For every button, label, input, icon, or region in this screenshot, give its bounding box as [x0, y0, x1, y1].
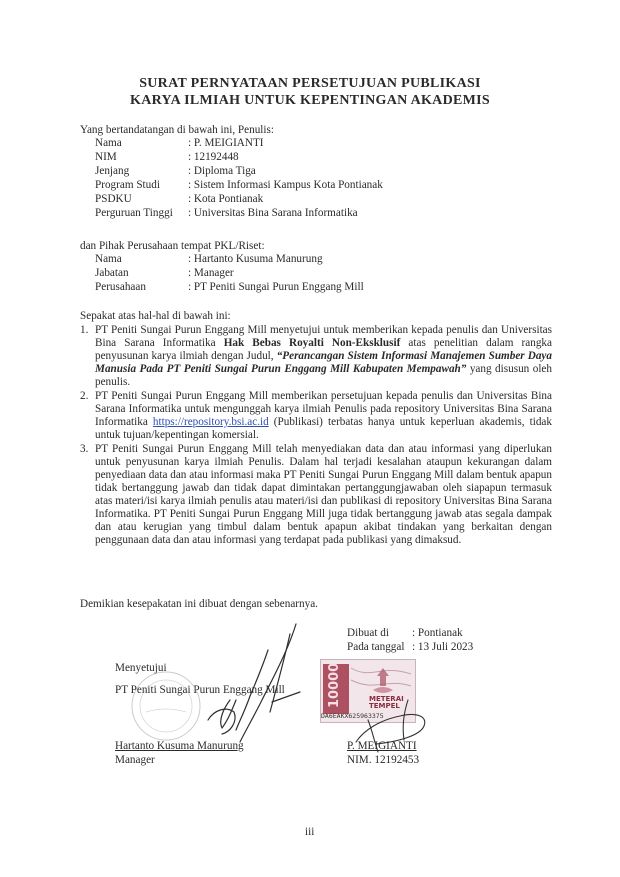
date-label: Pada tanggal [347, 641, 405, 653]
company-intro: dan Pihak Perusahaan tempat PKL/Riset: [80, 240, 265, 252]
writer-level-value: : Diploma Tiga [188, 165, 256, 177]
writer-university-label: Perguruan Tinggi [95, 207, 173, 219]
closing-statement: Demikian kesepakatan ini dibuat dengan sebenarnya. [80, 598, 318, 610]
manager-name: Hartanto Kusuma Manurung [115, 740, 244, 752]
royalty-term: Hak Bebas Royalti Non-Eksklusif [223, 337, 401, 349]
item-number: 1. [80, 324, 89, 336]
writer-signature-name: P. MEIGIANTI [347, 740, 417, 752]
approval-company: PT Peniti Sungai Purun Enggang Mill [115, 684, 285, 696]
company-position-value: : Manager [188, 267, 234, 279]
place-value: : Pontianak [412, 627, 463, 639]
repository-link[interactable]: https://repository.bsi.ac.id [152, 416, 269, 428]
writer-intro: Yang bertandatangan di bawah ini, Penulis: [80, 124, 274, 136]
approval-label: Menyetujui [115, 662, 167, 674]
date-value: : 13 Juli 2023 [412, 641, 474, 653]
writer-psdku-value: : Kota Pontianak [188, 193, 264, 205]
thesis-title: “Perancangan Sistem Informasi Manajemen Sumber Daya Manusia Pada PT Peniti Sungai Purun Enggang Mill Kabupaten Mempawah” [95, 350, 552, 375]
title-line-2: KARYA ILMIAH UNTUK KEPENTINGAN AKADEMIS [130, 93, 490, 108]
writer-psdku-label: PSDKU [95, 193, 132, 205]
company-name-label: Nama [95, 253, 122, 265]
item-2-text-a: PT Peniti Sungai Purun Enggang Mill memberikan persetujuan kepada penulis dan Universitas Bina Sarana Informatika untuk mengunggah karya ilmiah Penulis pada repository Universitas Bina Sarana Informatika [95, 390, 552, 428]
item-1-text-a: PT Peniti Sungai Purun Enggang Mill menyetujui untuk memberikan kepada penulis dan Universitas Bina Sarana Informatika [95, 324, 552, 349]
place-label: Dibuat di [347, 627, 389, 639]
writer-program-value: : Sistem Informasi Kampus Kota Pontianak [188, 179, 383, 191]
company-company-value: : PT Peniti Sungai Purun Enggang Mill [188, 281, 364, 293]
writer-name-value: : P. MEIGIANTI [188, 137, 264, 149]
item-2-text-b: (Publikasi) terbatas hanya untuk keperluan akademis, tidak untuk tujuan/kepentingan komersial. [95, 416, 552, 441]
stamp-serial: DA6EAKX625963375 [321, 712, 384, 720]
item-1-text-c: atas penelitian dalam rangka penyusunan karya ilmiah dengan Judul, [95, 337, 552, 362]
page-number: iii [305, 826, 315, 838]
item-number: 2. [80, 390, 89, 402]
writer-program-label: Program Studi [95, 179, 160, 191]
writer-nim-label: NIM [95, 151, 117, 163]
company-position-label: Jabatan [95, 267, 129, 279]
company-name-value: : Hartanto Kusuma Manurung [188, 253, 323, 265]
writer-level-label: Jenjang [95, 165, 130, 177]
title-line-1: SURAT PERNYATAAN PERSETUJUAN PUBLIKASI [139, 76, 481, 91]
item-number: 3. [80, 443, 89, 455]
item-1-text-e: yang disusun oleh penulis. [95, 363, 552, 388]
agreement-intro: Sepakat atas hal-hal di bawah ini: [80, 310, 231, 322]
writer-nim-value: : 12192448 [188, 151, 239, 163]
writer-signature-nim: NIM. 12192453 [347, 754, 420, 766]
stamp-amount: 10000 [327, 662, 342, 708]
writer-university-value: : Universitas Bina Sarana Informatika [188, 207, 358, 219]
company-company-label: Perusahaan [95, 281, 146, 293]
item-3-text: PT Peniti Sungai Purun Enggang Mill telah menyediakan data dan atau informasi yang diperlukan untuk penyusunan karya ilmiah Penulis. Dalam hal terjadi kesalahan ataupun kekurangan dalam penyediaan data dan atau informasi maka PT Peniti Sungai Purun Enggang Mill dalam bentuk apapun tidak bertanggung jawab dan tidak dapat dimintakan pertanggungjawaban oleh siapapun termasuk atas materi/isi karya ilmiah penulis atau materi/isi dan publikasi di repository Universitas Bina Sarana Informatika. PT Peniti Sungai Purun Enggang Mill juga tidak bertanggung jawab atas segala dampak dan atau kerugian yang timbul dalam bentuk apapun akibat tindakan yang berkaitan dengan penggunaan data dan atau informasi yang terdapat pada publikasi yang dimaksud. [95, 443, 552, 546]
writer-name-label: Nama [95, 137, 122, 149]
stamp-brand: METERAI TEMPEL [369, 695, 404, 710]
manager-role: Manager [115, 754, 155, 766]
